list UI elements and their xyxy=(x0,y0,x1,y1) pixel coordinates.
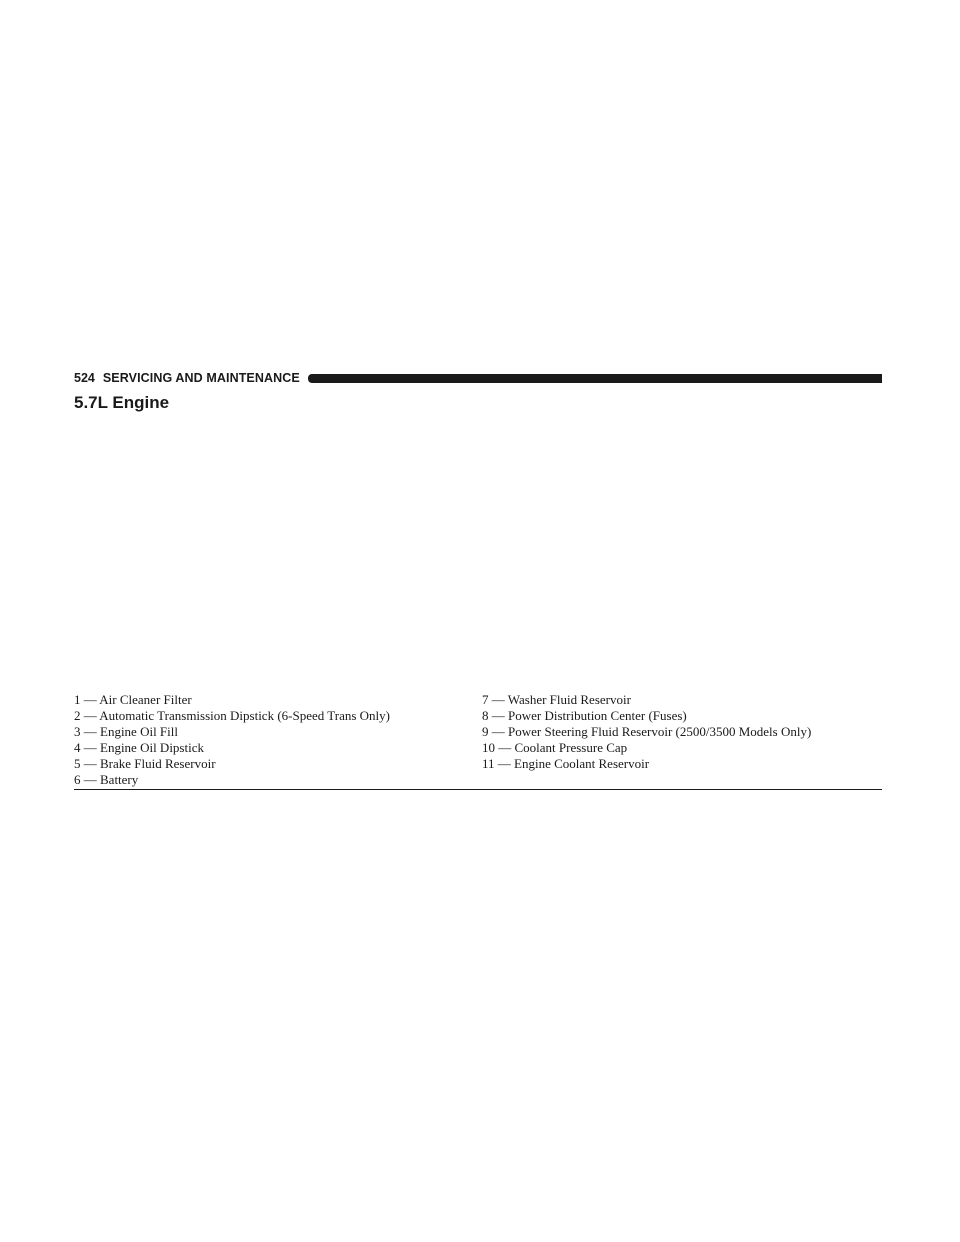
legend-item: 3 — Engine Oil Fill xyxy=(74,724,178,739)
section-title: SERVICING AND MAINTENANCE xyxy=(102,371,300,385)
page-header xyxy=(74,370,882,386)
legend-column-left xyxy=(74,692,482,788)
legend-column-right xyxy=(482,692,882,788)
legend-item: 8 — Power Distribution Center (Fuses) xyxy=(482,708,687,723)
legend-item: 2 — Automatic Transmission Dipstick (6-Speed Trans Only) xyxy=(74,708,390,723)
engine-figure-area xyxy=(74,420,882,688)
page-number: 524 xyxy=(74,371,95,385)
legend-item: 5 — Brake Fluid Reservoir xyxy=(74,756,216,771)
legend-item: 9 — Power Steering Fluid Reservoir (2500/3500 Models Only) xyxy=(482,724,812,739)
legend-item: 4 — Engine Oil Dipstick xyxy=(74,740,204,755)
figure-legend xyxy=(74,692,882,788)
legend-item: 11 — Engine Coolant Reservoir xyxy=(482,756,650,771)
page-title: 5.7L Engine xyxy=(74,393,170,412)
legend-item: 7 — Washer Fluid Reservoir xyxy=(482,692,631,707)
header-bar xyxy=(308,374,882,383)
legend-item: 10 — Coolant Pressure Cap xyxy=(482,740,628,755)
legend-item: 1 — Air Cleaner Filter xyxy=(74,692,192,707)
legend-divider xyxy=(74,789,882,790)
legend-item: 6 — Battery xyxy=(74,772,139,787)
